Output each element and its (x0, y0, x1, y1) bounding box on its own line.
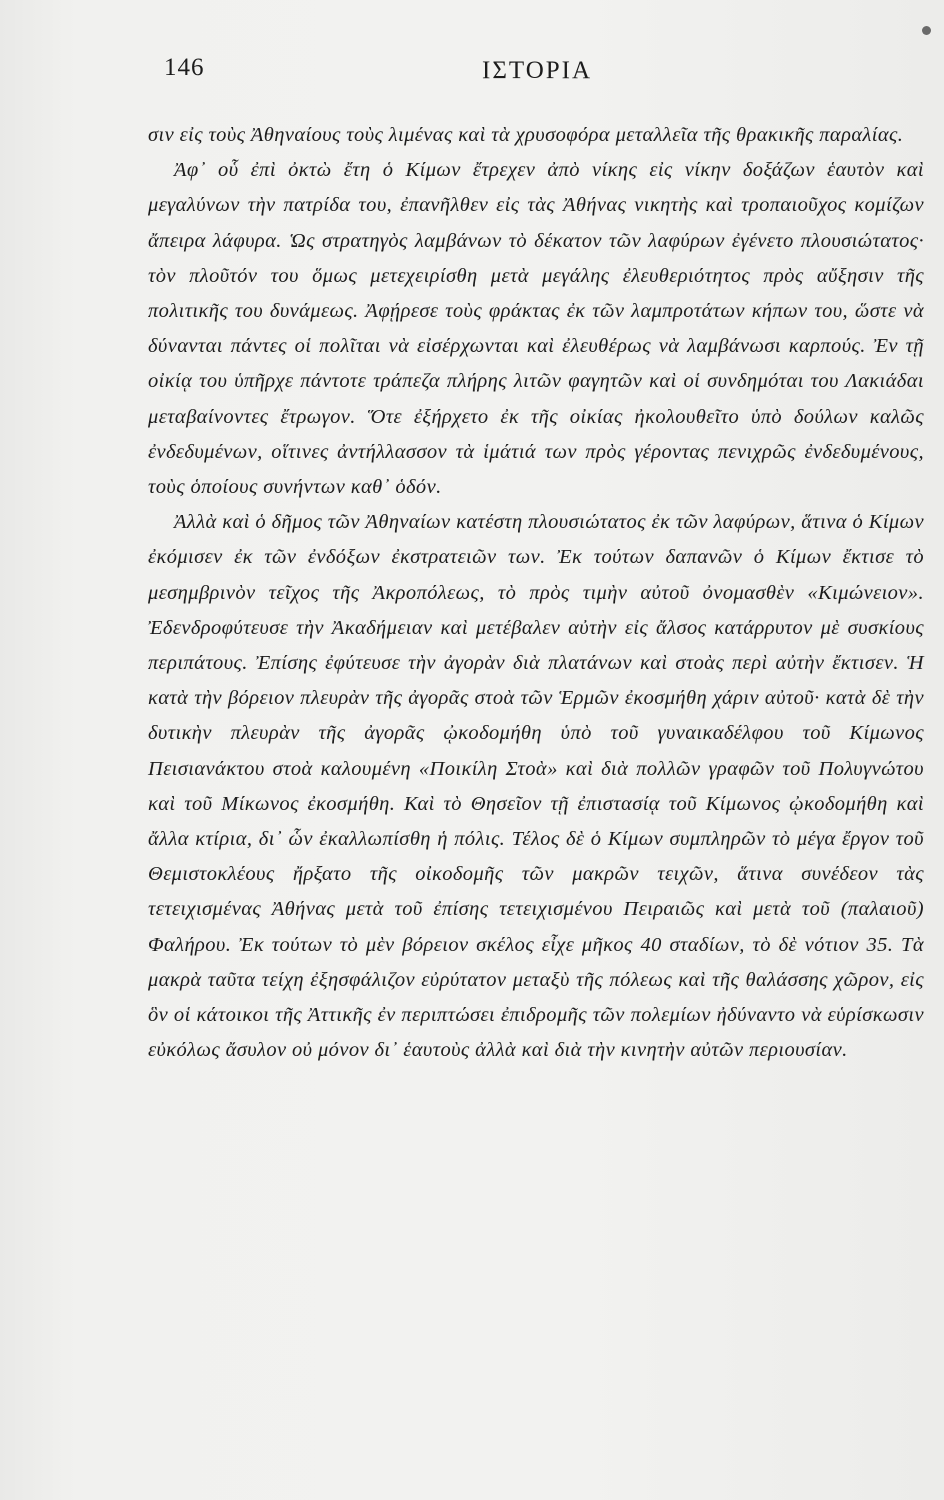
page-header (0, 54, 944, 94)
page-number: 146 (164, 54, 205, 81)
body-text (148, 118, 924, 1068)
paragraph-continuation: σιν εἰς τοὺς Ἀθηναίους τοὺς λιμένας καὶ τὰ χρυσοφόρα μεταλλεῖα τῆς θρακικῆς παραλίας. (148, 124, 904, 146)
paragraph-kimon-wealth: Ἀφ᾽ οὗ ἐπὶ ὀκτὼ ἔτη ὁ Κίμων ἔτρεχεν ἀπὸ νίκης εἰς νίκην δοξάζων ἑαυτὸν καὶ μεγαλύνων τὴν πατρίδα του, ἐπανῆλθεν εἰς τὰς Ἀθήνας νικητὴς καὶ τροπαιοῦχος κομίζων ἄπειρα λάφυρα. Ὡς στρατηγὸς λαμβάνων τὸ δέκατον τῶν λαφύρων ἐγένετο πλουσιώτατος· τὸν πλοῦτόν του ὅμως μετεχειρίσθη μετὰ μεγάλης ἐλευθεριότητος πρὸς αὔξησιν τῆς πολιτικῆς του δυνάμεως. Ἀφῄρεσε τοὺς φράκτας ἐκ τῶν λαμπροτάτων κήπων του, ὥστε νὰ δύνανται πάντες οἱ πολῖται νὰ εἰσέρχωνται καὶ ἐλευθέρως νὰ λαμβάνωσι καρπούς. Ἐν τῇ οἰκίᾳ του ὑπῆρχε πάντοτε τράπεζα πλήρης λιτῶν φαγητῶν καὶ οἱ συνδημόται του Λακιάδαι μεταβαίνοντες ἔτρωγον. Ὅτε ἐξήρχετο ἐκ τῆς οἰκίας ἠκολουθεῖτο ὑπὸ δούλων καλῶς ἐνδεδυμένων, οἵτινες ἀντήλλασσον τὰ ἱμάτιά των πρὸς γέροντας πενιχρῶς ἐνδεδυμένους, τοὺς ὁποίους συνήντων καθ᾽ ὁδόν. (148, 159, 924, 499)
running-title: ΙΣΤΟΡΙΑ (482, 57, 593, 84)
paragraph-athenian-works: Ἀλλὰ καὶ ὁ δῆμος τῶν Ἀθηναίων κατέστη πλουσιώτατος ἐκ τῶν λαφύρων, ἅτινα ὁ Κίμων ἐκόμισεν ἐκ τῶν ἐνδόξων ἐκστρατειῶν των. Ἐκ τούτων δαπανῶν ὁ Κίμων ἔκτισε τὸ μεσημβρινὸν τεῖχος τῆς Ἀκροπόλεως, τὸ πρὸς τιμὴν αὐτοῦ ὀνομασθὲν «Κιμώνειον». Ἐδενδροφύτευσε τὴν Ἀκαδήμειαν καὶ μετέβαλεν αὐτὴν εἰς ἄλσος κατάρρυτον μὲ συσκίους περιπάτους. Ἐπίσης ἐφύτευσε τὴν ἀγορὰν διὰ πλατάνων καὶ στοὰς περὶ αὐτὴν ἔκτισεν. Ἡ κατὰ τὴν βόρειον πλευρὰν τῆς ἀγορᾶς στοὰ τῶν Ἑρμῶν ἐκοσμήθη χάριν αὐτοῦ· κατὰ δὲ τὴν δυτικὴν πλευρὰν τῆς ἀγορᾶς ᾠκοδομήθη ὑπὸ τοῦ γυναικαδέλφου τοῦ Κίμωνος Πεισιανάκτου στοὰ καλουμένη «Ποικίλη Στοὰ» καὶ διὰ πολλῶν γραφῶν τοῦ Πολυγνώτου καὶ τοῦ Μίκωνος ἐκοσμήθη. Καὶ τὸ Θησεῖον τῇ ἐπιστασίᾳ τοῦ Κίμωνος ᾠκοδομήθη καὶ ἄλλα κτίρια, δι᾽ ὧν ἐκαλλωπίσθη ἡ πόλις. Τέλος δὲ ὁ Κίμων συμπληρῶν τὸ μέγα ἔργον τοῦ Θεμιστοκλέους ἤρξατο τῆς οἰκοδομῆς τῶν μακρῶν τειχῶν, ἅτινα συνέδεον τὰς τετειχισμένας Ἀθήνας μετὰ τοῦ ἐπίσης τετειχισμένου Πειραιῶς καὶ μετὰ τοῦ (παλαιοῦ) Φαλήρου. Ἐκ τούτων τὸ μὲν βόρειον σκέλος εἶχε μῆκος 40 σταδίων, τὸ δὲ νότιον 35. Τὰ μακρὰ ταῦτα τείχη ἐξησφάλιζον εὐρύτατον μεταξὺ τῆς πόλεως καὶ τῆς θαλάσσης χῶρον, εἰς ὃν οἱ κάτοικοι τῆς Ἀττικῆς ἐν περιπτώσει ἐπιδρομῆς τῶν πολεμίων ἠδύναντο νὰ εὑρίσκωσιν εὐκόλως ἄσυλον οὐ μόνον δι᾽ ἑαυτοὺς ἀλλὰ καὶ διὰ τὴν κινητὴν αὐτῶν περιουσίαν. (148, 511, 924, 1062)
ink-spot (922, 26, 931, 35)
